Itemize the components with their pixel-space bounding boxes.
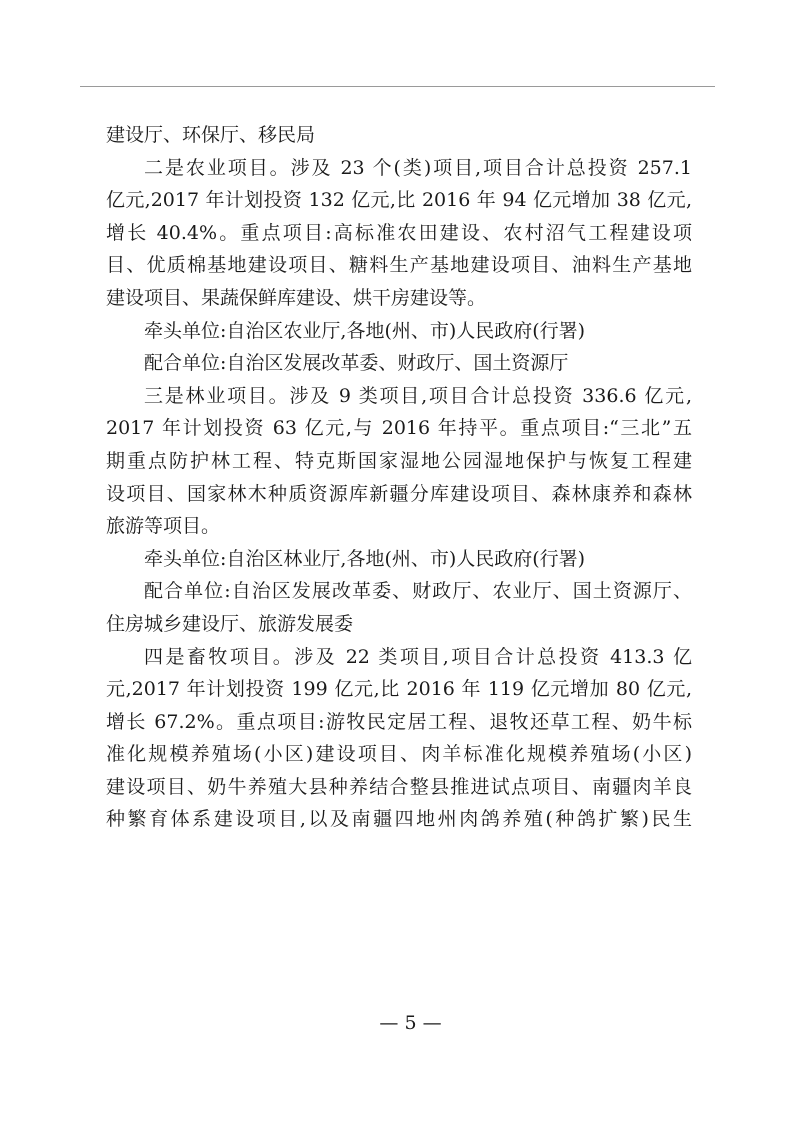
paragraph-agriculture-line-4: 目、优质棉基地建设项目、糖料生产基地建设项目、油料生产基地 [106,254,692,277]
forestry-cooperating-unit-line-2: 住房城乡建设厅、旅游发展委 [106,612,354,635]
paragraph-agriculture-line-2: 亿元,2017 年计划投资 132 亿元,比 2016 年 94 亿元增加 38 亿元, [106,189,692,212]
agriculture-lead-unit: 牵头单位:自治区农业厅,各地(州、市)人民政府(行署) [144,319,586,342]
paragraph-agriculture-line-5: 建设项目、果蔬保鲜库建设、烘干房建设等。 [106,286,487,309]
agriculture-cooperating-unit: 配合单位:自治区发展改革委、财政厅、国土资源厅 [144,352,569,375]
document-body [106,119,692,836]
paragraph-forestry-line-2: 2017 年计划投资 63 亿元,与 2016 年持平。重点项目:“三北”五 [106,417,692,440]
paragraph-agriculture-line-1: 二是农业项目。涉及 23 个(类)项目,项目合计总投资 257.1 [144,156,692,179]
paragraph-forestry-line-5: 旅游等项目。 [106,515,221,538]
header-rule [80,86,715,87]
paragraph-livestock-line-1: 四是畜牧项目。涉及 22 类项目,项目合计总投资 413.3 亿 [144,645,692,668]
forestry-lead-unit: 牵头单位:自治区林业厅,各地(州、市)人民政府(行署) [144,547,586,570]
forestry-cooperating-unit-line-1: 配合单位:自治区发展改革委、财政厅、农业厅、国土资源厅、 [144,580,692,603]
paragraph-livestock-line-4: 准化规模养殖场(小区)建设项目、肉羊标准化规模养殖场(小区) [106,743,692,766]
paragraph-livestock-line-2: 元,2017 年计划投资 199 亿元,比 2016 年 119 亿元增加 80 亿元, [106,678,692,701]
paragraph-agriculture-line-3: 增长 40.4%。重点项目:高标准农田建设、农村沼气工程建设项 [106,221,692,244]
paragraph-livestock-line-3: 增长 67.2%。重点项目:游牧民定居工程、退牧还草工程、奶牛标 [106,710,692,733]
paragraph-forestry-line-3: 期重点防护林工程、特克斯国家湿地公园湿地保护与恢复工程建 [106,449,692,472]
paragraph-livestock-line-6: 种繁育体系建设项目,以及南疆四地州肉鸽养殖(种鸽扩繁)民生 [106,808,692,831]
paragraph-forestry-line-4: 设项目、国家林木种质资源库新疆分库建设项目、森林康养和森林 [106,482,692,505]
text-line-1: 建设厅、环保厅、移民局 [106,124,316,146]
paragraph-livestock-line-5: 建设项目、奶牛养殖大县种养结合整县推进试点项目、南疆肉羊良 [106,775,692,798]
paragraph-forestry-line-1: 三是林业项目。涉及 9 类项目,项目合计总投资 336.6 亿元, [144,384,692,407]
page-number: — 5 — [379,1012,442,1034]
